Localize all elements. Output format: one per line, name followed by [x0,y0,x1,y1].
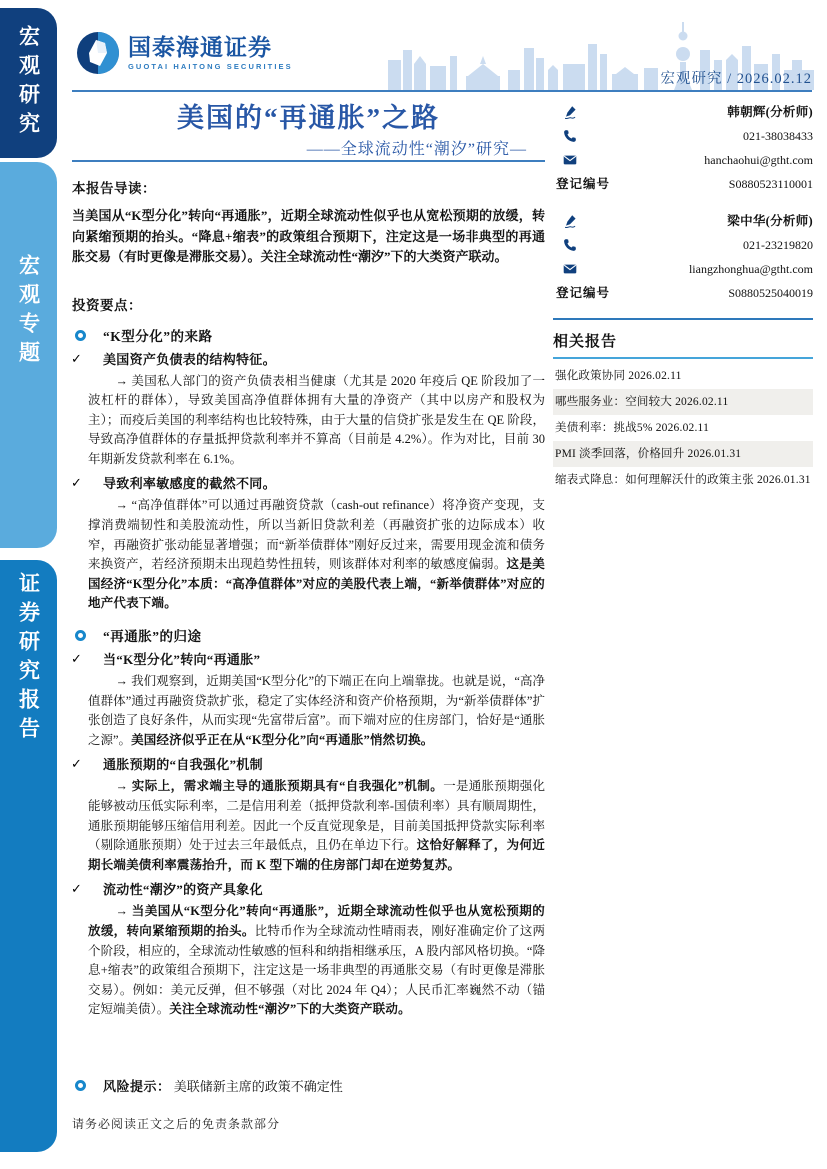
keypoint-label: 导致利率敏感度的截然不同。 [103,476,276,492]
keypoint-heading [72,880,545,900]
keypoints-heading: 投资要点： [72,297,142,313]
checkmark-icon: ✓ [71,351,83,367]
risk-text: 美联储新主席的政策不确定性 [173,1078,343,1094]
analyst-phone: 021-38038433 [743,129,813,143]
risk-warning-row [72,1076,545,1097]
header-meta [555,67,812,88]
keypoint-label: 流动性“潮汐”的资产具象化 [103,882,263,898]
meta-separator: / [727,71,733,87]
registration-label: 登记编号 [556,286,611,300]
lead-paragraph: 当美国从“K型分化”转向“再通胀”，近期全球流动性似乎也从宽松预期的放缓，转向紧缩预期的抬头。“降息+缩表”的政策组合预期下，注定这是一场非典型的再通胀交易（有时更像是滞胀交易）。关注全球流动性“潮汐”下的大类资产联动。 [72,208,545,264]
bullet-icon [75,330,86,341]
mail-icon [563,153,577,167]
report-title: 美国的“再通胀”之路 [177,103,440,133]
right-rail [553,100,813,493]
analyst-phone: 021-23219820 [743,238,813,252]
analyst-card [553,209,813,305]
disclaimer-footer: 请务必阅读正文之后的免责条款部分 [72,1117,281,1131]
checkmark-icon: ✓ [71,882,83,898]
related-report-item: PMI 淡季回落，价格回升 2026.01.31 [553,441,813,467]
phone-icon [563,238,577,252]
section-bullet-label: “K型分化”的来路 [103,328,213,344]
analyst-row [553,209,813,233]
analyst-name: 韩朝辉(分析师) [727,105,813,119]
sidebar-tab-macro-research [0,8,57,158]
analyst-row [553,148,813,172]
section-bullet-heading [72,626,545,647]
registration-row [553,172,813,196]
keypoint-paragraph: → 美国私人部门的资产负债表相当健康（尤其是 2020 年疫后 QE 阶段加了一波杠杆的群体），导致美国高净值群体拥有大量的净资产（其中以房产和股权为主）；而疫后美国的利率结构也比较特殊，由于大量的信贷扩张是发生在 QE 阶段，导致高净值群体的存量抵押贷款利率并不算高（目前是 4.2%）。作为对比，目前 30 年期新发贷款利率在 6.1%。 [88,373,545,466]
registration-number: S0880525040019 [728,286,813,300]
keypoint-heading [72,350,545,370]
lead-heading: 本报告导读： [72,181,156,196]
brand-logo [76,31,293,75]
checkmark-icon: ✓ [71,652,83,668]
related-report-item: 美债利率：挑战5% 2026.02.11 [555,422,710,434]
related-reports-list [553,363,813,493]
registration-row [553,281,813,305]
header-divider-line [72,90,812,92]
keypoint-heading [72,650,545,670]
keypoint-paragraph: → 我们观察到，近期美国“K型分化”的下端正在向上端靠拢。也就是说，“高净值群体”通过再融资贷款扩张，稳定了实体经济和资产价格预期，为“新举债群体”扩张创造了良好条件，从而实现“先富带后富”。而下端对应的住房部门，恰好是“通胀之源”。美国经济似乎正在从“K型分化”向“再通胀”悄然切换。 [88,674,545,747]
sidebar-label: 宏观专题 [16,254,41,370]
analyst-row [553,257,813,281]
analysts-list [553,100,813,305]
analyst-row [553,100,813,124]
analyst-row [553,124,813,148]
brand-logo-icon [76,31,120,75]
section-bullet-label: “再通胀”的归途 [103,629,202,645]
keypoint-label: 通胀预期的“自我强化”机制 [103,757,263,773]
signature-icon [563,105,577,119]
risk-label: 风险提示： [103,1078,171,1094]
keypoints-sections [72,326,545,1020]
checkmark-icon: ✓ [71,476,83,492]
sidebar-tab-securities-research [0,560,57,1152]
mail-icon [563,262,577,276]
bullet-icon [75,630,86,641]
report-date: 2026.02.12 [736,71,812,87]
analyst-email: hanchaohui@gtht.com [704,153,813,167]
checkmark-icon: ✓ [71,757,83,773]
rail-divider-line [553,318,813,320]
registration-label: 登记编号 [556,177,611,191]
keypoint-paragraph: → 实际上，需求端主导的通胀预期具有“自我强化”机制。一是通胀预期强化能够被动压低实际利率，二是信用利差（抵押贷款利率-国债利率）具有顺周期性，通胀预期能够压缩信用利差。因此一个反直觉现象是，目前美国抵押贷款实际利率（剔除通胀预期）处于过去三年最低点，且仍在单边下行。这恰好解释了，为何近期长端美债利率震荡抬升，而 K 型下端的住房部门却在逆势复苏。 [88,779,545,872]
keypoint-paragraph: → “高净值群体”可以通过再融资贷款（cash-out refinance）将净资产变现，支撑消费端韧性和美股流动性，所以当新旧贷款利差（再融资扩张的边际成本）收窄，再融资扩张动能显著增强；而“新举债群体”刚好反过来，需要用现金流和债务来换资产，若经济预期未出现趋势性扭转，则该群体对利率的敏感度偏弱。这是美国经济“K型分化”本质：“高净值群体”对应的美股代表上端，“新举债群体”对应的地产代表下端。 [88,498,545,611]
sidebar-label: 宏观研究 [16,25,41,141]
keypoint-label: 当“K型分化”转向“再通胀” [103,652,261,668]
registration-number: S0880523110001 [728,177,813,191]
signature-icon [563,214,577,228]
related-report-item: 强化政策协同 2026.02.11 [555,370,682,382]
report-subtitle: ——全球流动性“潮汐”研究— [306,141,527,158]
brand-name-cn: 国泰海通证券 [128,34,272,60]
analyst-card [553,100,813,196]
bullet-icon [75,1080,86,1091]
related-reports-heading: 相关报告 [553,334,618,350]
report-category: 宏观研究 [660,71,723,87]
keypoint-heading [72,755,545,775]
related-report-item: 哪些服务业：空间较大 2026.02.11 [553,389,813,415]
brand-name-en: GUOTAI HAITONG SECURITIES [128,62,293,71]
sidebar-label: 证券研究报告 [16,572,41,746]
section-bullet-heading [72,326,545,347]
related-report-item: 缩表式降息：如何理解沃什的政策主张 2026.01.31 [555,474,811,486]
keypoint-label: 美国资产负债表的结构特征。 [103,351,276,367]
title-divider-line [72,160,545,162]
analyst-name: 梁中华(分析师) [727,214,813,228]
related-heading-underline [553,357,813,359]
analyst-row [553,233,813,257]
analyst-email: liangzhonghua@gtht.com [688,262,813,276]
main-content-column [72,177,545,1097]
keypoint-paragraph: → 当美国从“K型分化”转向“再通胀”，近期全球流动性似乎也从宽松预期的放缓，转向紧缩预期的抬头。比特币作为全球流动性晴雨表，刚好准确定价了这两个阶段，相应的，全球流动性敏感的恒科和纳指相继承压，A 股内部风格切换。“降息+缩表”的政策组合预期下，注定这是一场非典型的再通胀交易（有时更像是滞胀交易）。例如：美元反弹，但不够强（对比 2024 年 Q4）；人民币汇率巍然不动（锚定短端美债）。关注全球流动性“潮汐”下的大类资产联动。 [88,904,545,1017]
keypoint-heading [72,474,545,494]
phone-icon [563,129,577,143]
sidebar-tab-macro-topic [0,162,57,548]
